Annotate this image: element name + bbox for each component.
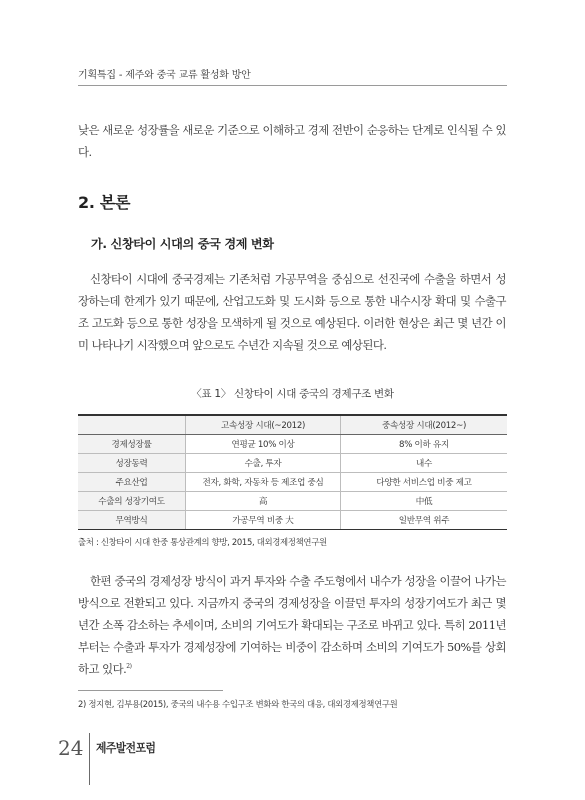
header-rule xyxy=(78,85,507,86)
journal-logo: 제주발전포럼 xyxy=(96,741,156,755)
section-title: 2. 본론 xyxy=(78,193,131,212)
table-cell: 전자, 화학, 자동차 등 제조업 중심 xyxy=(186,473,341,492)
table-row-label: 성장동력 xyxy=(78,454,186,473)
body-paragraph-1: 신창타이 시대에 중국경제는 기존처럼 가공무역을 중심으로 선진국에 수출을 하면서 성장하는데 한계가 있기 때문에, 산업고도화 및 도시화 등으로 통한 내수시장 확대 및 수출구조 고도화 등으로 통한 성장을 모색하게 될 것으로 예상된다. 이러한 현상은 최근 몇 년간 이미 나타나기 시작했으며 앞으로도 수년간 지속될 것으로 예상된다. xyxy=(78,272,506,352)
table-header-cell xyxy=(78,415,186,435)
economic-structure-table xyxy=(78,414,507,530)
table-caption: 〈표 1〉 신창타이 시대 중국의 경제구조 변화 xyxy=(191,388,394,400)
table-cell: 내수 xyxy=(341,454,508,473)
table-cell: 가공무역 비중 大 xyxy=(186,511,341,530)
footer-divider xyxy=(89,733,90,785)
running-header: 기획특집 - 제주와 중국 교류 활성화 방안 xyxy=(78,70,251,81)
body-paragraph-2 xyxy=(78,570,506,680)
table-header-cell: 고속성장 시대(~2012) xyxy=(186,415,341,435)
table-row-label: 주요산업 xyxy=(78,473,186,492)
body-paragraph-2-text: 한편 중국의 경제성장 방식이 과거 투자와 수출 주도형에서 내수가 성장을 이끌어 나가는 방식으로 전환되고 있다. 지금까지 중국의 경제성장을 이끌던 투자의 성장기여도가 최근 몇 년간 소폭 감소하는 추세이며, 소비의 기여도가 확대되는 구조로 바뀌고 있다. 특히 2011년부터는 수출과 투자가 경제성장에 기여하는 비중이 감소하며 소비의 기여도가 50%를 상회하고 있다. xyxy=(78,574,506,676)
intro-paragraph: 낮은 새로운 성장률을 새로운 기준으로 이해하고 경제 전반이 순응하는 단계로 인식될 수 있다. xyxy=(78,123,506,159)
footnote-reference[interactable]: 2) xyxy=(126,663,132,671)
table-header-cell: 중속성장 시대(2012~) xyxy=(341,415,508,435)
table-row xyxy=(78,492,507,511)
table-row-label: 무역방식 xyxy=(78,511,186,530)
table-row xyxy=(78,454,507,473)
page-number: 24 xyxy=(58,736,84,760)
table-row xyxy=(78,435,507,454)
table-row-label: 수출의 성장기여도 xyxy=(78,492,186,511)
table-row-label: 경제성장률 xyxy=(78,435,186,454)
table-row xyxy=(78,473,507,492)
table-cell: 수출, 투자 xyxy=(186,454,341,473)
table-header-row xyxy=(78,415,507,435)
table-cell: 8% 이하 유지 xyxy=(341,435,508,454)
table-cell: 일반무역 위주 xyxy=(341,511,508,530)
table-cell: 高 xyxy=(186,492,341,511)
table-cell: 다양한 서비스업 비중 제고 xyxy=(341,473,508,492)
table-source: 출처 : 신창타이 시대 한중 통상관계의 향방, 2015, 대외경제정책연구원 xyxy=(78,537,327,547)
table-cell: 中低 xyxy=(341,492,508,511)
table-row xyxy=(78,511,507,530)
footnote-rule xyxy=(78,690,223,691)
subsection-title: 가. 신창타이 시대의 중국 경제 변화 xyxy=(91,237,274,251)
table-cell: 연평균 10% 이상 xyxy=(186,435,341,454)
footnote: 2) 정지현, 김부용(2015), 중국의 내수용 수입구조 변화와 한국의 대응, 대외경제정책연구원 xyxy=(78,699,398,709)
